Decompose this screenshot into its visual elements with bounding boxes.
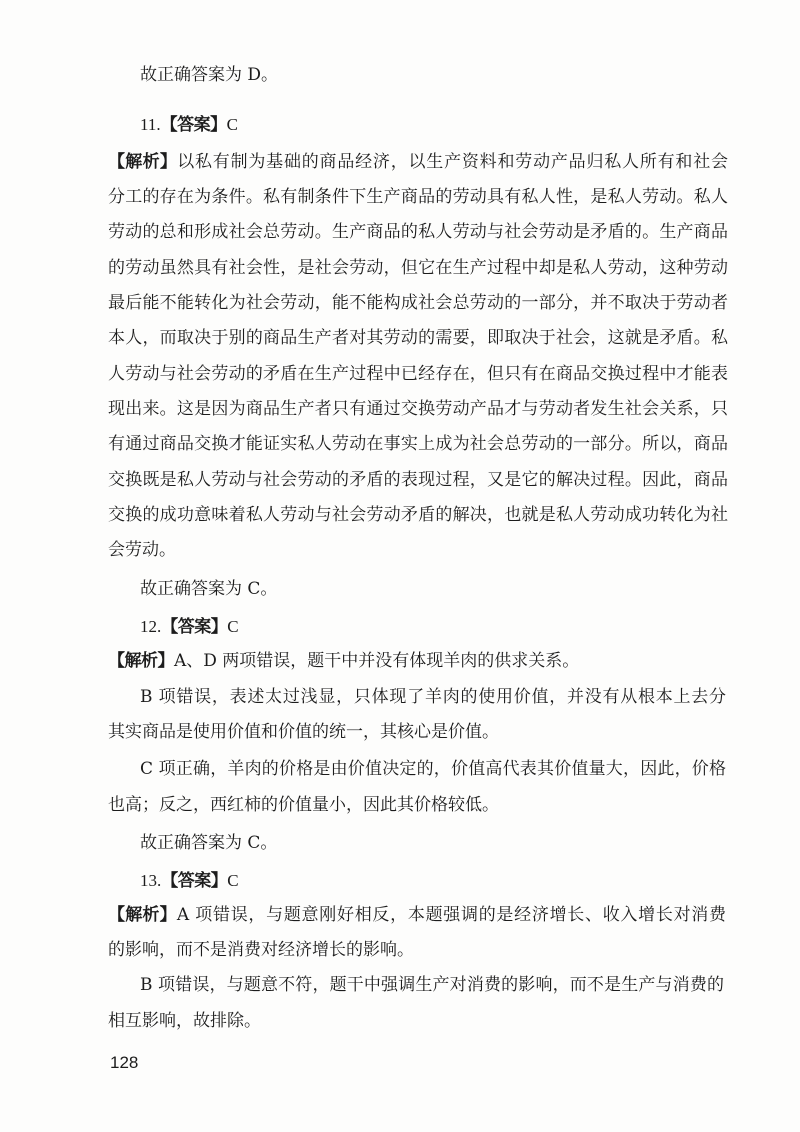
q12-analysis-line: C 项正确，羊肉的价格是由价值决定的，价值高代表其价值量大，因此，价格 — [140, 759, 726, 779]
q13-analysis-line: B 项错误，与题意不符，题干中强调生产对消费的影响，而不是生产与消费的 — [140, 975, 724, 995]
q13-analysis-label: 【解析】 — [108, 905, 177, 925]
q12-number: 12. — [140, 617, 162, 636]
q13-analysis-line: 相互影响，故排除。 — [108, 1011, 261, 1031]
q10-conclusion: 故正确答案为 D。 — [140, 65, 279, 85]
q11-analysis-line: 本人，而取决于别的商品生产者对其劳动的需要，即取决于社会，这就是矛盾。私 — [108, 328, 728, 348]
q12-analysis-line: 其实商品是使用价值和价值的统一，其核心是价值。 — [108, 722, 499, 742]
q12-analysis-line — [108, 649, 579, 673]
q13-analysis-line — [108, 903, 726, 927]
q13-analysis-line: 的影响，而不是消费对经济增长的影响。 — [108, 940, 414, 960]
q11-analysis-line: 交换的成功意味着私人劳动与社会劳动矛盾的解决，也就是私人劳动成功转化为社 — [108, 505, 728, 525]
q11-conclusion: 故正确答案为 C。 — [140, 579, 278, 599]
q12-conclusion: 故正确答案为 C。 — [140, 833, 278, 853]
q11-analysis-line: 交换既是私人劳动与社会劳动的矛盾的表现过程，又是它的解决过程。因此，商品 — [108, 470, 728, 490]
q11-analysis-line: 人劳动与社会劳动的矛盾在生产过程中已经存在，但只有在商品交换过程中才能表 — [108, 364, 728, 384]
q12-analysis-text: A、D 两项错误，题干中并没有体现羊肉的供求关系。 — [174, 651, 580, 671]
q11-analysis-line: 的劳动虽然具有社会性，是社会劳动，但它在生产过程中却是私人劳动，这种劳动 — [108, 258, 728, 278]
page-number: 128 — [110, 1053, 139, 1072]
q11-number: 11. — [140, 115, 161, 134]
q13-answer-value: C — [227, 871, 239, 890]
q11-analysis-line: 会劳动。 — [108, 540, 176, 560]
q11-analysis-line: 有通过商品交换才能证实私人劳动在事实上成为社会总劳动的一部分。所以，商品 — [108, 434, 728, 454]
q11-answer-line — [140, 113, 238, 137]
q11-analysis-text: 以私有制为基础的商品经济，以生产资料和劳动产品归私人所有和社会 — [177, 152, 728, 172]
q12-analysis-label: 【解析】 — [108, 651, 174, 671]
q11-answer-value: C — [226, 115, 238, 134]
q11-analysis-line: 现出来。这是因为商品生产者只有通过交换劳动产品才与劳动者发生社会关系，只 — [108, 399, 728, 419]
q13-number: 13. — [140, 871, 162, 890]
q11-analysis-line: 最后能不能转化为社会劳动，能不能构成社会总劳动的一部分，并不取决于劳动者 — [108, 293, 728, 313]
q11-answer-label: 【答案】 — [160, 115, 227, 135]
q13-answer-line — [140, 869, 239, 893]
q11-analysis-label: 【解析】 — [108, 152, 178, 172]
q11-analysis-line — [108, 150, 728, 174]
q13-answer-label: 【答案】 — [161, 871, 228, 891]
q11-analysis-line: 劳动的总和形成社会总劳动。生产商品的私人劳动与社会劳动是矛盾的。生产商品 — [108, 222, 728, 242]
q12-analysis-line: 也高；反之，西红柿的价值量小，因此其价格较低。 — [108, 795, 499, 815]
q11-analysis-line: 分工的存在为条件。私有制条件下生产商品的劳动具有私人性，是私人劳动。私人 — [108, 187, 728, 207]
q13-analysis-text: A 项错误，与题意刚好相反，本题强调的是经济增长、收入增长对消费 — [176, 905, 726, 925]
q12-analysis-line: B 项错误，表述太过浅显，只体现了羊肉的使用价值，并没有从根本上去分 — [140, 687, 726, 707]
q12-answer-line — [140, 615, 239, 639]
q12-answer-label: 【答案】 — [161, 617, 228, 637]
q12-answer-value: C — [227, 617, 239, 636]
